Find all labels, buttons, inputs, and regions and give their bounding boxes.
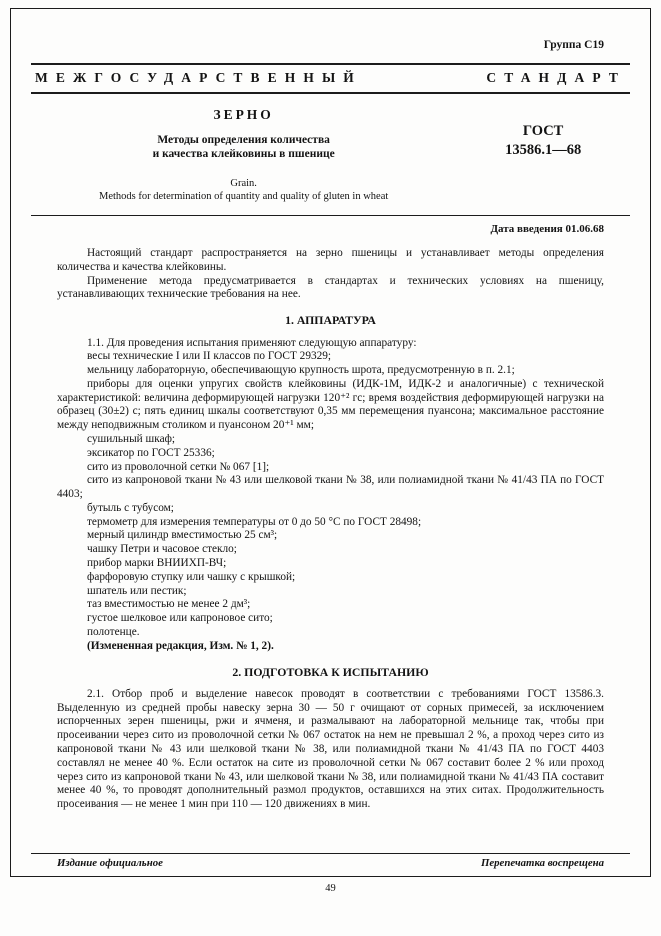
- title-row: [31, 107, 630, 204]
- apparatus-item: шпатель или пестик;: [87, 584, 187, 597]
- gost-number: 13586.1—68: [505, 141, 582, 158]
- horizontal-rule: [31, 215, 630, 216]
- section-2-paragraph: 2.1. Отбор проб и выделение навесок проводят в соответствии с требованиями ГОСТ 13586.3. Выделенную из средней пробы навеску зерна 30 — 50 г очищают от сорных примесей, за исключением испорченных зерен пшеницы, ржи и ячменя, и размалывают на лабораторной мельнице так, чтобы при просеивании через сито из проволочной сетки № 067 остаток на нем не превышал 2 %, а проход через сито из капроновой ткани № 43 или шелковой ткани № 38, или полиамидной ткани № 41/43 ПА по ГОСТ 4403 составлял не менее 40 %. Если остаток на сите из проволочной сетки № 067 составит более 2 % или проход через сито из капроновой ткани № 43, или шелковой ткани № 38, или полиамидной ткани № 41/43 ПА составит менее 40 %, то проводят дополнительный размол продуктов, оставшихся на этих ситах. Продолжительность просеивания — не менее 1 мин при 110 — 120 движениях в мин.: [57, 687, 604, 811]
- amendment-note: (Измененная редакция, Изм. № 1, 2).: [87, 639, 274, 652]
- document-title: ЗЕРНО: [213, 107, 274, 122]
- apparatus-item: мельницу лабораторную, обеспечивающую крупность шрота, предусмотренную в п. 2.1;: [87, 364, 515, 377]
- apparatus-item: эксикатор по ГОСТ 25336;: [87, 446, 215, 459]
- apparatus-item: приборы для оценки упругих свойств клейковины (ИДК-1М, ИДК-2 и аналогичные) с технической характеристикой: величина деформирующей нагрузки 120⁺² гс; время воздействия деформирующей нагрузки на образец (30±2) с; пять единиц шкалы соответствуют 0,35 мм перемещения пуансона; максимальное расстояние между неподвижным столиком и пуансоном 20⁺¹ мм;: [57, 377, 604, 432]
- section-1-intro: 1.1. Для проведения испытания применяют следующую аппаратуру:: [87, 336, 417, 349]
- english-title: [31, 177, 456, 204]
- banner-word-1: МЕЖГОСУДАРСТВЕННЫЙ: [35, 70, 362, 85]
- apparatus-item: весы технические I или II классов по ГОСТ 29329;: [87, 350, 332, 363]
- apparatus-item: термометр для измерения температуры от 0 до 50 °С по ГОСТ 28498;: [87, 515, 422, 528]
- english-line-2: Methods for determination of quantity and quality of gluten in wheat: [99, 191, 389, 203]
- apparatus-item: бутыль с тубусом;: [87, 501, 174, 514]
- apparatus-item: фарфоровую ступку или чашку с крышкой;: [87, 570, 296, 583]
- banner-word-2: СТАНДАРТ: [486, 70, 626, 85]
- gost-label: ГОСТ: [522, 123, 564, 139]
- apparatus-item: чашку Петри и часовое стекло;: [87, 543, 237, 556]
- apparatus-item: сито из проволочной сетки № 067 [1];: [87, 460, 270, 473]
- group-label: Группа С19: [543, 39, 604, 51]
- page-frame: [10, 8, 651, 877]
- document-subtitle: [31, 133, 456, 162]
- apparatus-item: полотенце.: [87, 625, 140, 638]
- reprint-prohibited-label: Перепечатка воспрещена: [480, 857, 604, 869]
- document-body: [31, 247, 630, 812]
- page-footer: [31, 853, 630, 869]
- footer-row: [31, 854, 630, 869]
- intro-paragraph: Применение метода предусматривается в стандартах и технических условиях на пшеницу, устанавливающих технические требования на нее.: [57, 274, 604, 301]
- official-edition-label: Издание официальное: [57, 857, 163, 869]
- intro-paragraph: Настоящий стандарт распространяется на зерно пшеницы и устанавливает методы определения количества и качества клейковины.: [57, 247, 604, 273]
- subtitle-line-2: и качества клейковины в пшенице: [152, 148, 335, 161]
- apparatus-item: густое шелковое или капроновое сито;: [87, 612, 273, 625]
- english-line-1: Grain.: [230, 177, 257, 189]
- introduction-date: Дата введения 01.06.68: [490, 223, 604, 236]
- page-number: 49: [325, 883, 336, 894]
- title-column: [31, 107, 456, 204]
- subtitle-line-1: Методы определения количества: [157, 134, 330, 146]
- apparatus-item: сито из капроновой ткани № 43 или шелковой ткани № 38, или полиамидной ткани № 41/43 ПА по ГОСТ 4403;: [57, 474, 604, 501]
- apparatus-item: таз вместимостью не менее 2 дм³;: [87, 598, 251, 611]
- apparatus-item: мерный цилиндр вместимостью 25 см³;: [87, 529, 278, 542]
- apparatus-item: сушильный шкаф;: [87, 433, 176, 446]
- section-2-heading: 2. ПОДГОТОВКА К ИСПЫТАНИЮ: [232, 664, 429, 679]
- section-1-heading: 1. АППАРАТУРА: [285, 313, 376, 328]
- apparatus-item: прибор марки ВНИИХП-ВЧ;: [87, 557, 227, 570]
- gost-designation: [456, 107, 630, 204]
- standard-banner: [31, 63, 630, 94]
